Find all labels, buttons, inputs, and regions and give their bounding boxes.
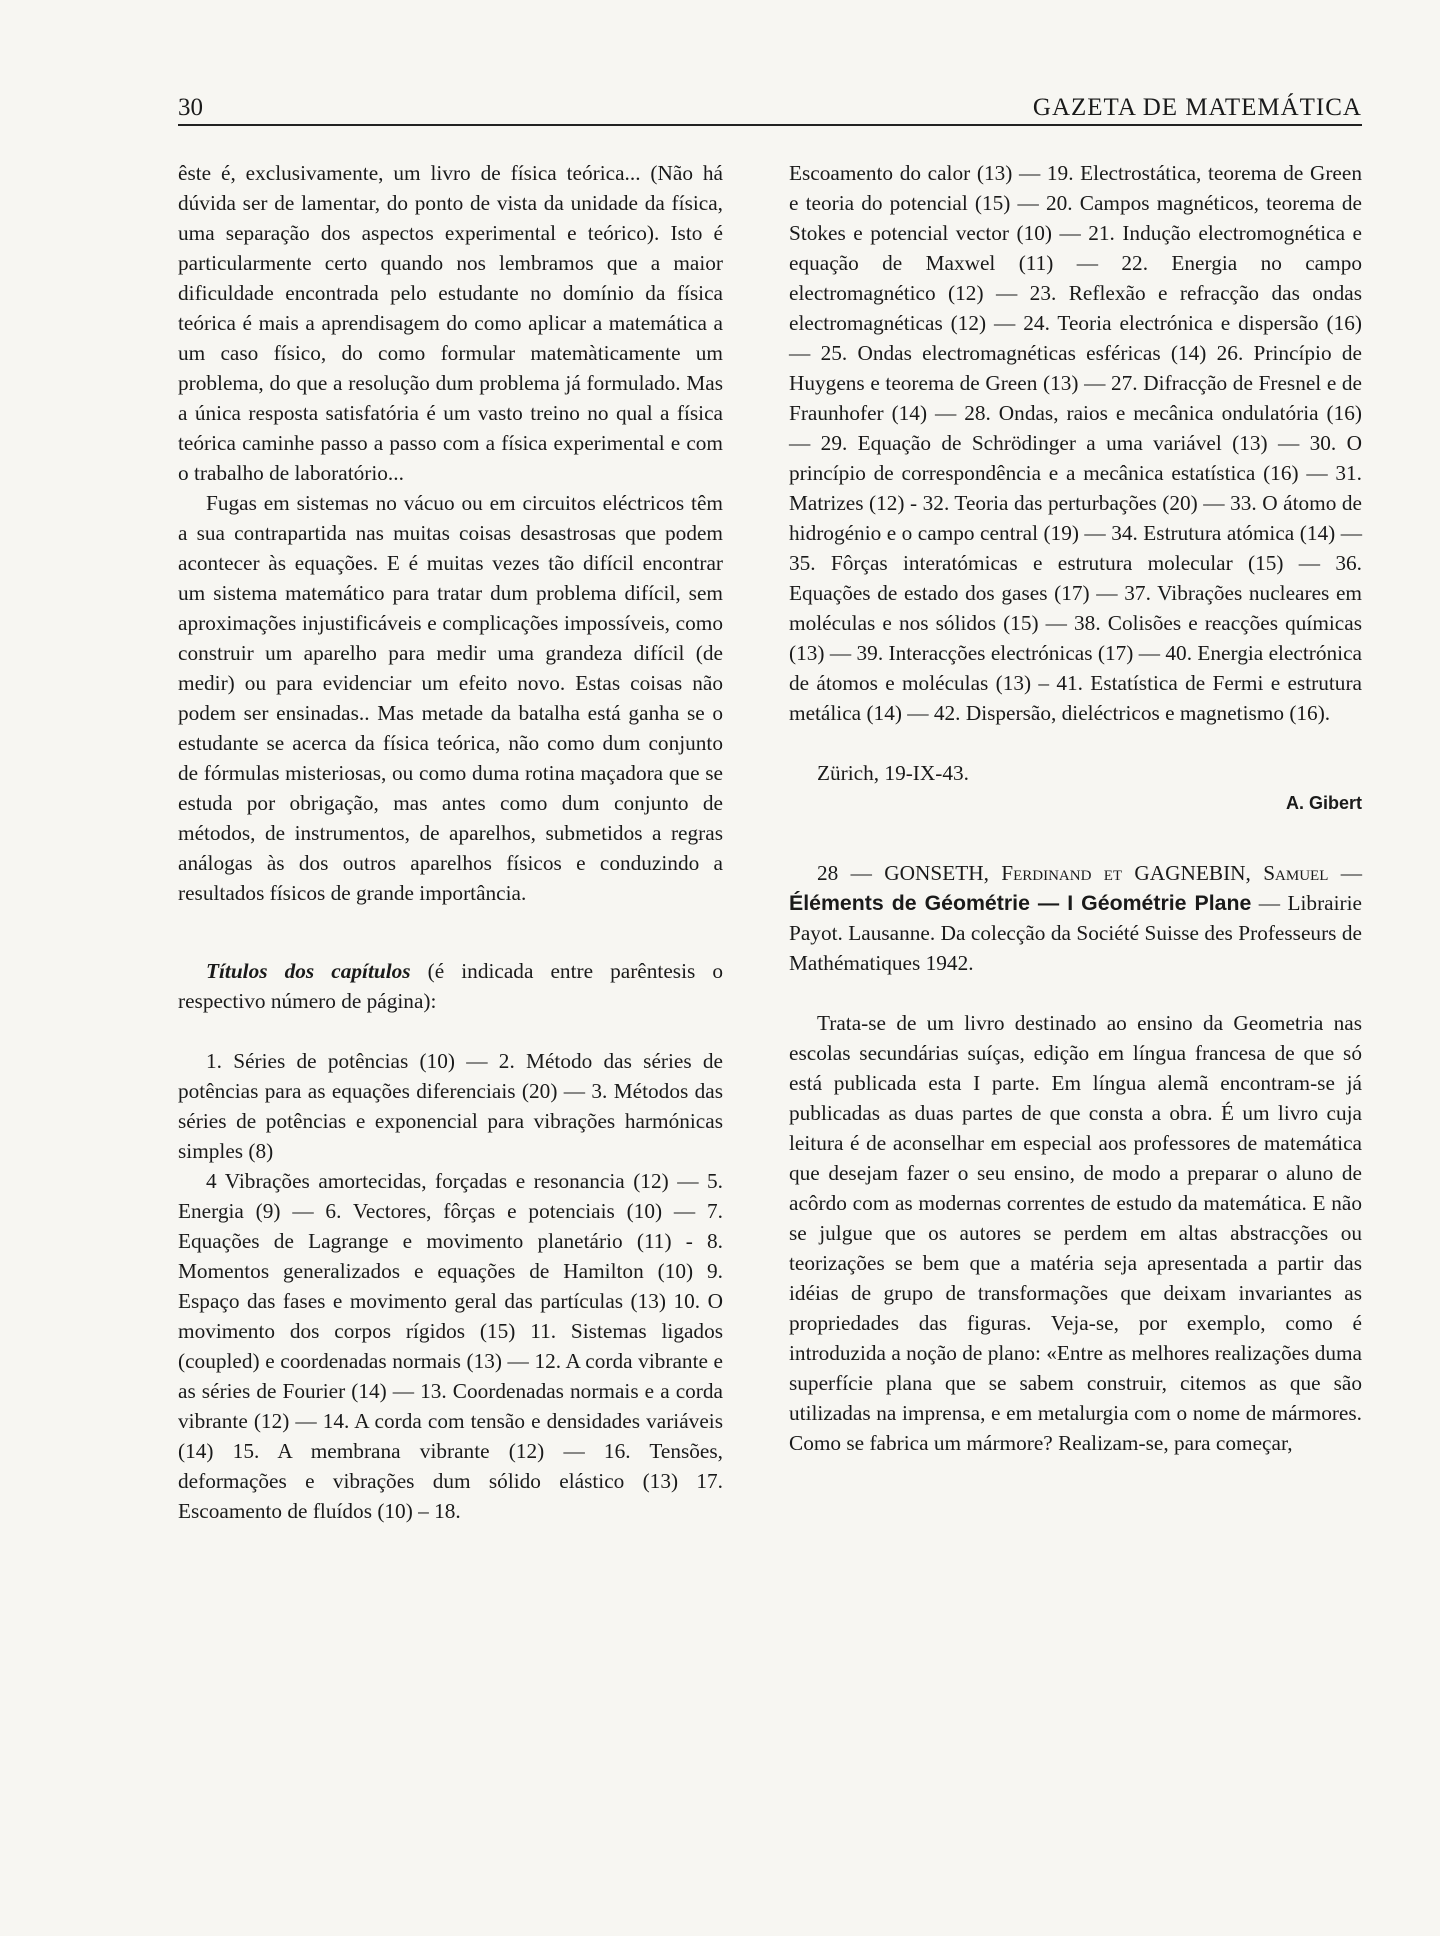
left-column bbox=[178, 158, 723, 1526]
review-dash: — bbox=[1328, 861, 1362, 885]
review-signature: A. Gibert bbox=[1285, 793, 1362, 813]
review-heading bbox=[789, 858, 1362, 978]
review-author-second: GAGNEBIN, bbox=[1122, 861, 1251, 885]
chapters-list-continued: Escoamento do calor (13) — 19. Electrostática, teorema de Green e teoria do potencial (15) — 20. Campos magnéticos, teorema de Stokes e potencial vector (10) — 21. Indução electromognética e equação de Maxwel (11) — 22. Energia no campo electromagnético (12) — 23. Reflexão e refracção das ondas electromagnéticas (12) — 24. Teoria electrónica e dispersão (16) — 25. Ondas electromagnéticas esféricas (14) 26. Princípio de Huygens e teorema de Green (13) — 27. Difracção de Fresnel e de Fraunhofer (14) — 28. Ondas, raios e mecânica ondulatória (16) — 29. Equação de Schrödinger a uma variável (13) — 30. O princípio de correspondência e a mecânica estatística (16) — 31. Matrizes (12) - 32. Teoria das perturbações (20) — 33. O átomo de hidrogénio e o campo central (19) — 34. Estrutura atómica (14) — 35. Fôrças interatómicas e estrutura molecular (15) — 36. Equações de estado dos gases (17) — 37. Vibrações nucleares em moléculas e nos sólidos (15) — 38. Colisões e reacções químicas (13) — 39. Interacções electrónicas (17) — 40. Energia electrónica de átomos e moléculas (13) – 41. Estatística de Fermi e estrutura metálica (14) — 42. Dispersão, dieléctricos e magnetismo (16). bbox=[789, 161, 1362, 725]
place-date: Zürich, 19-IX-43. bbox=[817, 761, 969, 785]
review-publisher: — Librairie Payot. Lausanne. Da colecção da Société Suisse des Professeurs de Mathématiques 1942. bbox=[789, 891, 1362, 975]
review-author-third: Samuel bbox=[1263, 861, 1329, 885]
chapters-heading bbox=[178, 956, 723, 1016]
paragraph-fugas: Fugas em sistemas no vácuo ou em circuitos eléctricos têm a sua contrapartida nas muitas coisas desastrosas que podem acontecer às equações. E é muitas vezes tão difícil encontrar um sistema matemático para tratar dum problema difícil, sem aproximações injustificáveis e complicações impossíveis, como construir um aparelho para medir uma grandeza difícil (de medir) ou para evidenciar um efeito novo. Estas coisas não podem ser ensinadas.. Mas metade da batalha está ganha se o estudante se acerca da física teórica, não como dum conjunto de fórmulas misteriosas, ou como duma rotina maçadora que se estuda por obrigação, mas antes como dum conjunto de métodos, de instrumentos, de aparelhos, submetidos a regras análogas às dos outros aparelhos físicos e conduzindo a resultados físicos de grande importância. bbox=[178, 491, 723, 905]
review-author-first: Ferdinand et bbox=[1001, 861, 1123, 885]
review-number: 28 — GONSETH, bbox=[817, 861, 1002, 885]
paragraph-fisica-teorica: êste é, exclusivamente, um livro de física teórica... (Não há dúvida ser de lamentar, do ponto de vista da unidade da física, uma separação dos aspectos experimental e teórico). Isto é particularmente certo quando nos lembramos que a maior dificuldade encontrada pelo estudante no domínio da física teórica é mais a aprendisagem do como aplicar a matemática a um caso físico, do como formular matemàticamente um problema, do que a resolução dum problema já formulado. Mas a única resposta satisfatória é um vasto treino no qual a física teórica caminhe passo a passo com a física experimental e com o trabalho de laboratório... bbox=[178, 161, 723, 485]
review-book-title: Éléments de Géométrie — I Géométrie Plane bbox=[789, 891, 1252, 915]
chapters-list-part-1: 1. Séries de potências (10) — 2. Método das séries de potências para as equações diferenciais (20) — 3. Métodos das séries de potências e exponencial para vibrações harmónicas simples (8) bbox=[178, 1049, 723, 1163]
chapters-list-part-2: 4 Vibrações amortecidas, forçadas e resonancia (12) — 5. Energia (9) — 6. Vectores, fôrças e potenciais (10) — 7. Equações de Lagrange e movimento planetário (11) - 8. Momentos generalizados e equações de Hamilton (10) 9. Espaço das fases e movimento geral das partículas (13) 10. O movimento dos corpos rígidos (15) 11. Sistemas ligados (coupled) e coordenadas normais (13) — 12. A corda vibrante e as séries de Fourier (14) — 13. Coordenadas normais e a corda vibrante (12) — 14. A corda com tensão e densidades variáveis (14) 15. A membrana vibrante (12) — 16. Tensões, deformações e vibrações dum sólido elástico (13) 17. Escoamento de fluídos (10) – 18. bbox=[178, 1169, 723, 1523]
page-header bbox=[178, 94, 1362, 126]
running-title: GAZETA DE MATEMÁTICA bbox=[1032, 94, 1362, 121]
right-column bbox=[789, 158, 1362, 1458]
review-body: Trata-se de um livro destinado ao ensino da Geometria nas escolas secundárias suíças, edição em língua francesa de que só está publicada esta I parte. Em língua alemã encontram-se já publicadas as duas partes de que consta a obra. É um livro cuja leitura é de aconselhar em especial aos professores de matemática que desejam fazer o seu ensino, de modo a preparar o aluno de acôrdo com as modernas correntes de estudo da matemática. E não se julgue que os autores se perdem em altas abstracções ou teorizações se bem que a matéria seja apresentada a partir das idéias de grupo de transformações que deixam invariantes as propriedades das figuras. Veja-se, por exemplo, como é introduzida a noção de plano: «Entre as melhores realizações duma superfície plana que se sabem construir, citemos as que são utilizadas na imprensa, e em metalurgia com o nome de mármores. Como se fabrica um mármore? Realizam-se, para começar, bbox=[789, 1011, 1363, 1455]
chapters-heading-label: Títulos dos capítulos bbox=[206, 959, 411, 983]
chapters-heading-rest: (é indicada entre parêntesis o respectivo número de página): bbox=[178, 959, 723, 1013]
page-number: 30 bbox=[178, 94, 203, 121]
